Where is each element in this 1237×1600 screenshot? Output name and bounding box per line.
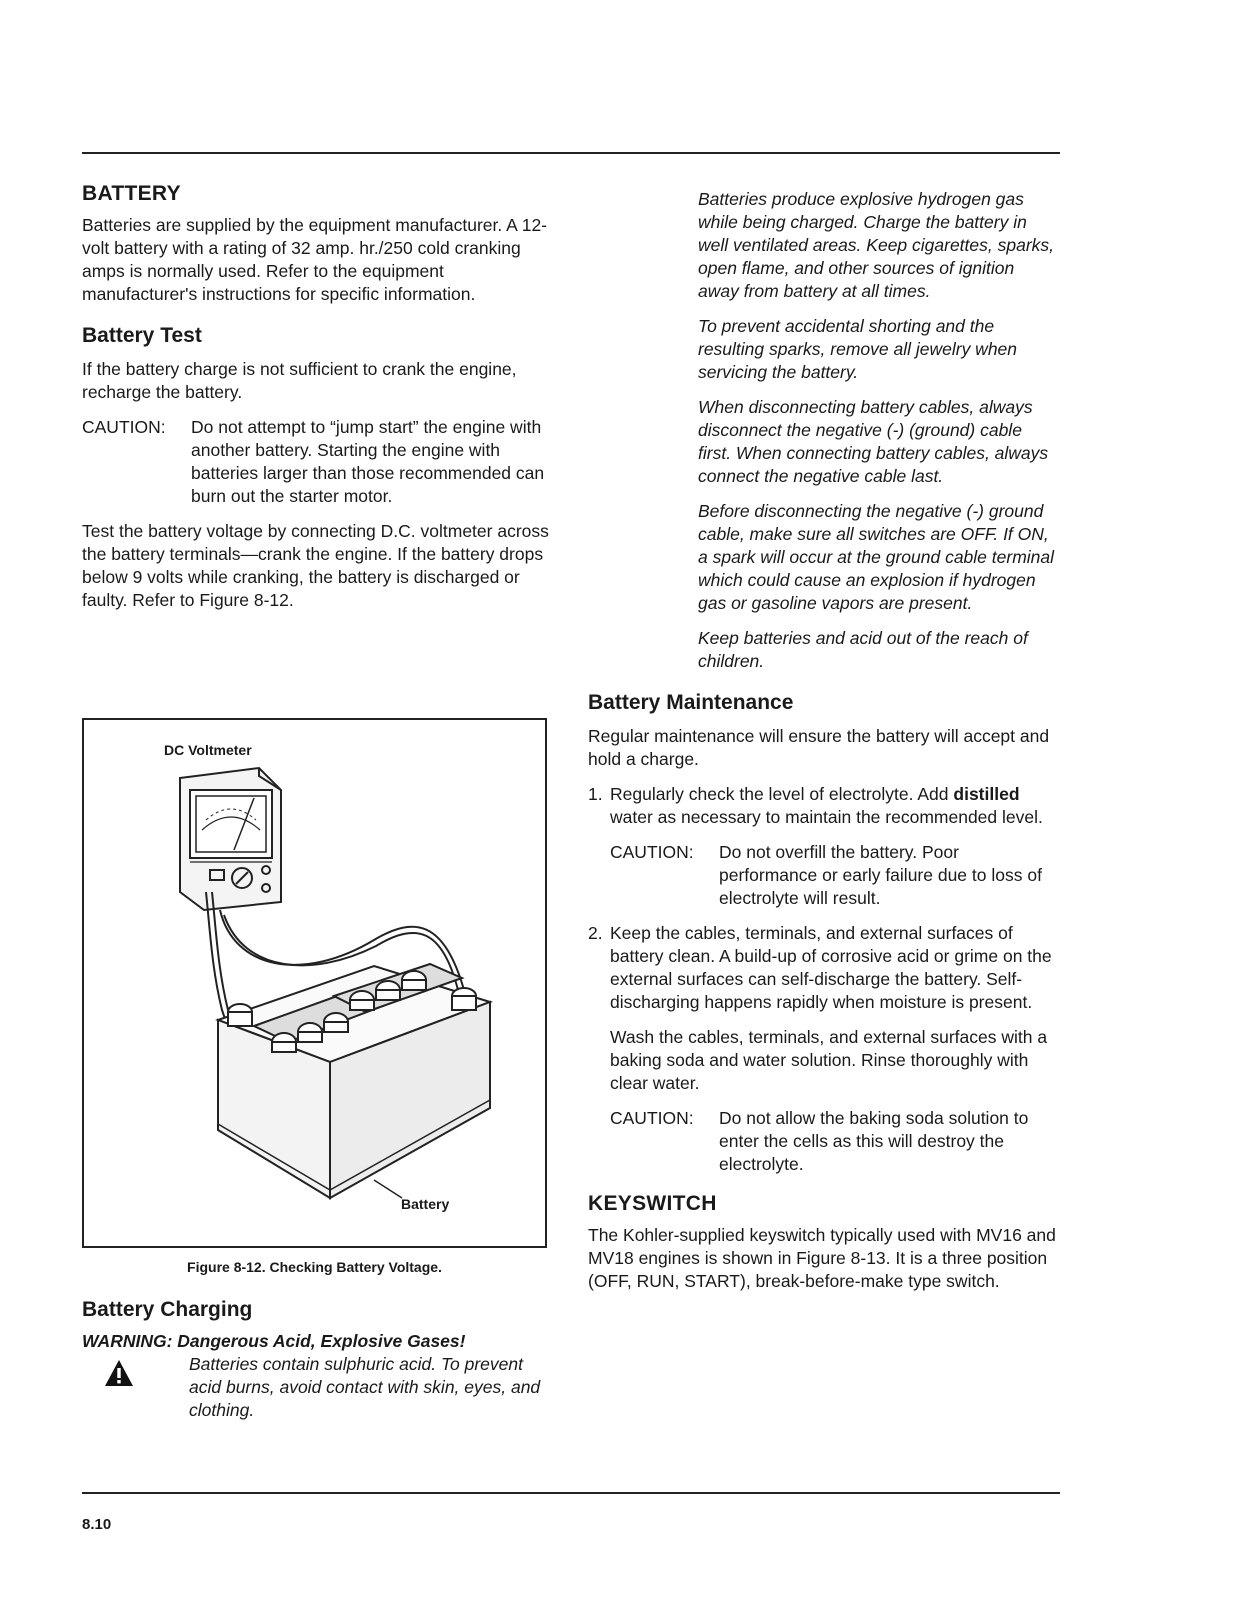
list-item-text: Keep the cables, terminals, and external surfaces of battery clean. A build-up of corrosive acid or grime on the external surfaces can self-discharge the battery. Self-discharging happens rapidly when moisture is present. [610, 923, 1052, 1012]
maintenance-caution-1 [610, 841, 1058, 910]
maintenance-caution-2 [610, 1107, 1058, 1176]
top-rule [82, 152, 1060, 154]
warning-paragraph: Before disconnecting the negative (-) ground cable, make sure all switches are OFF. If ON, a spark will occur at the ground cable terminal which could cause an explosion if hydrogen gas or gasoline vapors are present. [698, 501, 1055, 613]
caution-label: CAUTION: [610, 1108, 694, 1128]
page-number: 8.10 [82, 1516, 112, 1533]
caution-label: CAUTION: [82, 417, 166, 437]
warning-paragraph: When disconnecting battery cables, always disconnect the negative (-) (ground) cable first. When connecting battery cables, always connect the negative cable last. [698, 397, 1049, 486]
figure-caption: Figure 8-12. Checking Battery Voltage. [187, 1259, 442, 1275]
battery-charging-section [82, 1298, 552, 1422]
right-warnings [698, 188, 1058, 673]
warning-paragraph: Keep batteries and acid out of the reach of children. [698, 628, 1028, 671]
battery-test-para2: Test the battery voltage by connecting D.C. voltmeter across the battery terminals—crank the engine. If the battery drops below 9 volts while cranking, the battery is discharged or faulty. Refer to Figure 8-12. [82, 521, 549, 610]
figure-label-battery: Battery [401, 1196, 450, 1212]
warning-body [82, 1353, 552, 1422]
battery-test-caution [82, 416, 552, 508]
bottom-rule [82, 1492, 1060, 1494]
battery-intro: Batteries are supplied by the equipment manufacturer. A 12-volt battery with a rating of 32 amp. hr./250 cold cranking amps is normally used. Refer to the equipment manufacturer's instructions for specific information. [82, 215, 548, 304]
warning-triangle-icon [82, 1353, 189, 1422]
battery-voltmeter-illustration [84, 720, 545, 1246]
warning-heading: WARNING: Dangerous Acid, Explosive Gases! [82, 1331, 466, 1351]
list-number: 2. [588, 923, 603, 943]
figure-label-voltmeter: DC Voltmeter [164, 742, 252, 758]
maintenance-heading: Battery Maintenance [588, 691, 794, 714]
warning-paragraph: Batteries produce explosive hydrogen gas while being charged. Charge the battery in well ventilated areas. Keep cigarettes, sparks, open flame, and other sources of ignition away from battery at all times. [698, 189, 1055, 301]
battery-heading: BATTERY [82, 182, 181, 205]
battery-charging-heading: Battery Charging [82, 1298, 253, 1321]
distilled-emphasis: distilled [953, 784, 1020, 804]
list-item-text: Regularly check the level of electrolyte. Add distilled water as necessary to maintain the recommended level. [610, 784, 1043, 827]
list-item [588, 922, 1058, 1014]
battery-test-heading: Battery Test [82, 324, 202, 347]
list-item [588, 783, 1058, 829]
battery-test-para1: If the battery charge is not sufficient to crank the engine, recharge the battery. [82, 359, 517, 402]
caution-text: Do not overfill the battery. Poor performance or early failure due to loss of electrolyte will result. [719, 842, 1042, 908]
caution-text: Do not allow the baking soda solution to enter the cells as this will destroy the electrolyte. [719, 1108, 1029, 1174]
figure-battery-voltage [82, 718, 547, 1248]
keyswitch-text: The Kohler-supplied keyswitch typically used with MV16 and MV18 engines is shown in Figure 8-13. It is a three position (OFF, RUN, START), break-before-make type switch. [588, 1225, 1056, 1291]
keyswitch-heading: KEYSWITCH [588, 1192, 717, 1215]
maintenance-intro: Regular maintenance will ensure the battery will accept and hold a charge. [588, 726, 1050, 769]
list-number: 1. [588, 784, 603, 804]
caution-label: CAUTION: [610, 842, 694, 862]
maintenance-wash-para: Wash the cables, terminals, and external surfaces with a baking soda and water solution. Rinse thoroughly with clear water. [610, 1027, 1048, 1093]
left-column [82, 182, 552, 612]
warning-text: Batteries contain sulphuric acid. To prevent acid burns, avoid contact with skin, eyes, and clothing. [189, 1354, 541, 1420]
right-column [588, 188, 1058, 1293]
caution-text: Do not attempt to “jump start” the engine with another battery. Starting the engine with batteries larger than those recommended can burn out the starter motor. [191, 417, 545, 506]
warning-paragraph: To prevent accidental shorting and the resulting sparks, remove all jewelry when servicing the battery. [698, 316, 1018, 382]
